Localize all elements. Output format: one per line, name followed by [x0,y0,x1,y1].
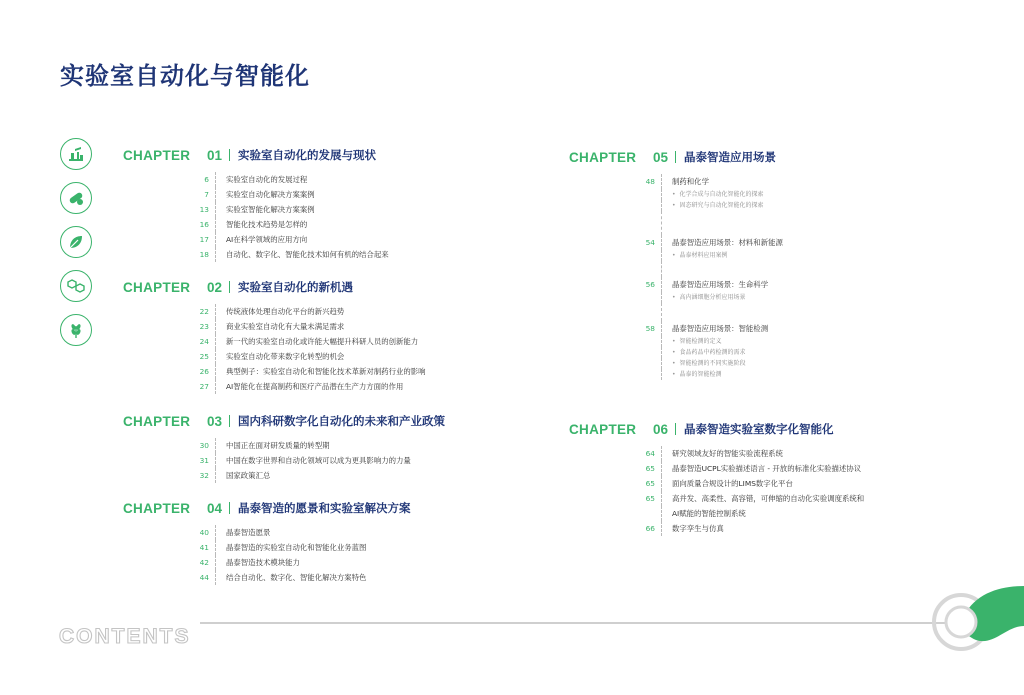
chapter-label: CHAPTER [123,147,191,163]
toc-entry[interactable]: 25 实验室自动化带来数字化转型的机会 [123,349,426,364]
chapter-number: 05 [653,149,669,165]
toc-entry[interactable]: 30 中国正在面对研发质量的转型期 [123,438,445,453]
chapter-separator [675,423,676,435]
chapter-title[interactable]: 国内科研数字化自动化的未来和产业政策 [238,414,445,428]
toc-subentry[interactable]: • 智能检测的定义 [569,336,783,347]
chapter-title[interactable]: 实验室自动化的新机遇 [238,280,353,294]
toc-entry[interactable]: 48 制药和化学 [569,174,783,189]
chapter-title[interactable]: 晶泰智造的愿景和实验室解决方案 [238,501,411,515]
toc-entry[interactable]: 6 实验室自动化的发展过程 [123,172,389,187]
chapter-title[interactable]: 晶泰智造应用场景 [684,150,776,164]
chapter-separator [229,281,230,293]
toc-subentry[interactable]: • 晶泰的智能检测 [569,369,783,380]
leaf-icon [60,226,92,258]
chapter-06 [569,420,864,536]
toc-subentry[interactable]: • 食品药品中药检测的需求 [569,347,783,358]
toc-entry[interactable]: 65 面向质量合规设计的LIMS数字化平台 [569,476,864,491]
toc-subentry[interactable]: • 晶泰材料应用案例 [569,250,783,261]
toc-entry[interactable]: 44 结合自动化、数字化、智能化解决方案特色 [123,570,411,585]
toc-entry[interactable]: 64 研究领域友好的智能实验流程系统 [569,446,864,461]
capsule-icon [60,182,92,214]
chapter-title[interactable]: 实验室自动化的发展与现状 [238,148,376,162]
toc-entry[interactable]: 27 AI智能化在提高制药和医疗产品潜在生产力方面的作用 [123,379,426,394]
icon-column [60,138,98,358]
toc-entry[interactable]: 66 数字孪生与仿真 [569,521,864,536]
toc-subentry[interactable]: • 化学合成与自动化智能化的探索 [569,189,783,200]
toc-subentry[interactable]: • 固态研究与自动化智能化的探索 [569,200,783,211]
toc-entry[interactable]: 17 AI在科学领域的应用方向 [123,232,389,247]
toc-entry[interactable]: 58 晶泰智造应用场景：智能检测 [569,321,783,336]
lab-equipment-icon [60,138,92,170]
toc-entry[interactable]: 42 晶泰智造技术模块能力 [123,555,411,570]
chapter-number: 04 [207,500,223,516]
chapter-number: 01 [207,147,223,163]
toc-entry[interactable]: 26 典型例子：实验室自动化和智能化技术革新对制药行业的影响 [123,364,426,379]
toc-entry[interactable]: 16 智能化技术趋势是怎样的 [123,217,389,232]
page-title: 实验室自动化与智能化 [60,62,310,90]
toc-subentry[interactable]: • 智能检测的不同实施阶段 [569,358,783,369]
toc-entry[interactable]: 56 晶泰智造应用场景：生命科学 [569,277,783,292]
toc-entry[interactable]: 41 晶泰智造的实验室自动化和智能化业务蓝图 [123,540,411,555]
chapter-label: CHAPTER [569,421,637,437]
wheat-icon [60,314,92,346]
toc-entry[interactable]: 31 中国在数字世界和自动化领域可以成为更具影响力的力量 [123,453,445,468]
toc-entry[interactable]: 24 新一代的实验室自动化或许能大幅提升科研人员的创新能力 [123,334,426,349]
toc-entry[interactable]: 18 自动化、数字化、智能化技术如何有机的结合起来 [123,247,389,262]
toc-entry[interactable]: 22 传统液体处理自动化平台的新兴趋势 [123,304,426,319]
chapter-separator [229,502,230,514]
toc-entry[interactable]: 65 晶泰智造UCPL实验描述语言 - 开放的标准化实验描述协议 [569,461,864,476]
toc-entry[interactable]: 13 实验室智能化解决方案案例 [123,202,389,217]
toc-entry[interactable]: AI赋能的智能控制系统 [569,506,864,521]
toc-subentry[interactable]: • 高内涵细胞分析应用场景 [569,292,783,303]
molecule-icon [60,270,92,302]
chapter-separator [229,149,230,161]
chapter-number: 03 [207,413,223,429]
toc-entry[interactable]: 65 高并发、高柔性、高容错，可伸缩的自动化实验调度系统和 [569,491,864,506]
chapter-separator [229,415,230,427]
chapter-03 [123,412,445,483]
toc-entry[interactable]: 40 晶泰智造愿景 [123,525,411,540]
chapter-label: CHAPTER [569,149,637,165]
chapter-label: CHAPTER [123,279,191,295]
chapter-04 [123,499,411,585]
chapter-number: 06 [653,421,669,437]
chapter-02 [123,278,426,394]
toc-entry[interactable]: 54 晶泰智造应用场景：材料和新能源 [569,235,783,250]
toc-entry[interactable]: 23 商业实验室自动化有大量未满足需求 [123,319,426,334]
toc-entry[interactable]: 32 国家政策汇总 [123,468,445,483]
toc-entry[interactable]: 7 实验室自动化解决方案案例 [123,187,389,202]
chapter-05 [569,148,783,380]
chapter-separator [675,151,676,163]
chapter-label: CHAPTER [123,500,191,516]
chapter-01 [123,146,389,262]
decorative-blob-icon [924,586,1024,656]
chapter-number: 02 [207,279,223,295]
contents-watermark: CONTENTS [59,625,191,648]
chapter-title[interactable]: 晶泰智造实验室数字化智能化 [684,422,834,436]
chapter-label: CHAPTER [123,413,191,429]
footer-divider [200,622,960,624]
